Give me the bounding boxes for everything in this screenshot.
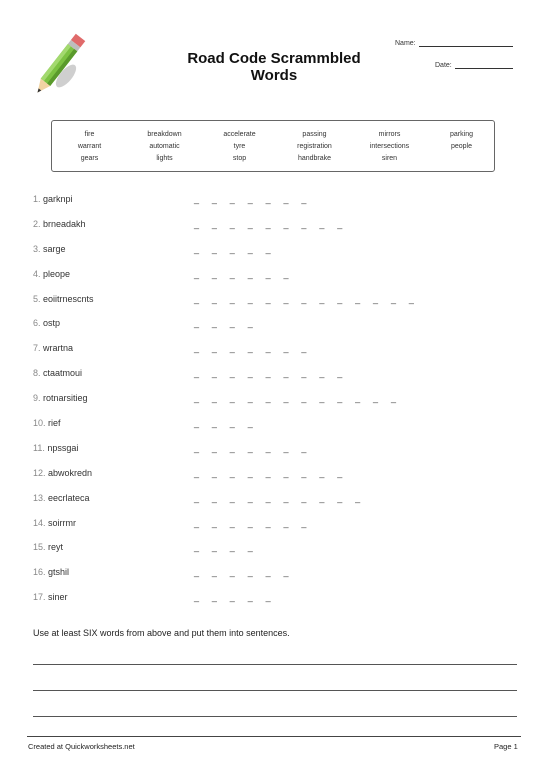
question-row: [33, 443, 503, 468]
question-list: [33, 194, 503, 617]
question-number: 16.: [33, 567, 46, 578]
scrambled-word: soirrmr: [48, 517, 77, 528]
answer-blanks[interactable]: _ _ _ _: [194, 418, 258, 429]
answer-line[interactable]: [33, 690, 517, 691]
word-bank-item: accelerate: [223, 131, 256, 138]
question-label: [33, 244, 66, 254]
question-number: 5.: [33, 293, 41, 304]
worksheet-title: [150, 50, 398, 84]
scrambled-word: sarge: [43, 243, 66, 254]
question-label: [33, 294, 94, 304]
word-bank-item: intersections: [369, 143, 410, 150]
question-label: [33, 493, 90, 503]
question-number: 17.: [33, 592, 46, 603]
page-number: Page 1: [494, 742, 518, 751]
scrambled-word: brneadakh: [43, 218, 86, 229]
word-bank-item: gears: [80, 155, 99, 162]
question-number: 7.: [33, 343, 41, 354]
scrambled-word: abwokredn: [48, 467, 93, 478]
scrambled-word: rotnarsitieg: [43, 393, 88, 404]
answer-blanks[interactable]: _ _ _ _ _ _: [194, 567, 294, 578]
question-number: 15.: [33, 542, 46, 553]
name-line[interactable]: [419, 38, 513, 47]
question-label: [33, 567, 69, 577]
question-row: [33, 294, 503, 319]
question-number: 9.: [33, 393, 41, 404]
question-label: [33, 219, 86, 229]
question-label: [33, 343, 73, 353]
question-row: [33, 418, 503, 443]
question-number: 3.: [33, 243, 41, 254]
answer-blanks[interactable]: _ _ _ _ _ _ _ _ _ _: [194, 492, 366, 503]
question-row: [33, 592, 503, 617]
scrambled-word: pleope: [43, 268, 71, 279]
question-row: [33, 368, 503, 393]
word-bank-item: automatic: [149, 143, 180, 150]
word-bank-item: passing: [302, 131, 327, 138]
scrambled-word: eecrlateca: [48, 492, 90, 503]
word-bank-item: registration: [297, 143, 332, 150]
date-line[interactable]: [455, 60, 513, 69]
question-number: 6.: [33, 318, 41, 329]
question-label: [33, 468, 92, 478]
answer-blanks[interactable]: _ _ _ _ _ _ _: [194, 194, 312, 204]
question-label: [33, 194, 73, 204]
word-bank-item: lights: [156, 155, 173, 162]
date-label: Date:: [435, 62, 452, 69]
date-field[interactable]: [435, 60, 513, 69]
answer-blanks[interactable]: _ _ _ _ _ _ _: [194, 343, 312, 354]
word-bank-item: stop: [232, 155, 247, 162]
word-bank-item: mirrors: [378, 131, 401, 138]
answer-blanks[interactable]: _ _ _ _: [194, 318, 258, 329]
question-row: [33, 567, 503, 592]
answer-blanks[interactable]: _ _ _ _ _ _ _: [194, 517, 312, 528]
answer-blanks[interactable]: _ _ _ _ _ _: [194, 268, 294, 279]
answer-blanks[interactable]: _ _ _ _ _: [194, 592, 276, 603]
answer-blanks[interactable]: _ _ _ _ _: [194, 243, 276, 254]
answer-blanks[interactable]: _ _ _ _: [194, 542, 258, 553]
scrambled-word: siner: [48, 592, 68, 603]
question-label: [33, 542, 63, 552]
word-bank-item: tyre: [233, 143, 246, 150]
name-label: Name:: [395, 40, 416, 47]
word-bank-item: breakdown: [147, 131, 182, 138]
question-row: [33, 393, 503, 418]
scrambled-word: ctaatmoui: [43, 368, 83, 379]
answer-line[interactable]: [33, 716, 517, 717]
footer-divider: [27, 736, 521, 737]
question-label: [33, 318, 60, 328]
question-number: 11.: [33, 442, 45, 453]
question-row: [33, 542, 503, 567]
answer-blanks[interactable]: _ _ _ _ _ _ _ _ _: [194, 467, 348, 478]
question-row: [33, 343, 503, 368]
question-number: 8.: [33, 368, 41, 379]
question-number: 1.: [33, 194, 41, 204]
word-bank-item: parking: [450, 131, 473, 138]
word-bank-item: people: [450, 143, 473, 150]
word-bank-item: fire: [84, 131, 95, 138]
answer-blanks[interactable]: _ _ _ _ _ _ _ _ _ _ _ _: [194, 393, 402, 404]
question-row: [33, 194, 503, 219]
scrambled-word: ostp: [43, 318, 61, 329]
question-row: [33, 493, 503, 518]
answer-blanks[interactable]: _ _ _ _ _ _ _ _ _ _ _ _ _: [194, 293, 420, 304]
word-bank-item: handbrake: [297, 155, 332, 162]
pencil-icon: [28, 28, 90, 102]
scrambled-word: garknpi: [43, 194, 73, 204]
question-label: [33, 592, 68, 602]
instructions-text: Use at least SIX words from above and put them into sentences.: [33, 628, 290, 638]
question-label: [33, 518, 76, 528]
scrambled-word: npssgai: [47, 442, 79, 453]
question-label: [33, 418, 61, 428]
footer-credit: Created at Quickworksheets.net: [28, 742, 135, 751]
scrambled-word: eoiitrnescnts: [43, 293, 94, 304]
question-number: 4.: [33, 268, 41, 279]
question-row: [33, 219, 503, 244]
scrambled-word: rief: [48, 418, 61, 429]
question-row: [33, 468, 503, 493]
title-line-2: Words: [250, 67, 298, 84]
question-label: [33, 368, 82, 378]
scrambled-word: gtshil: [48, 567, 70, 578]
question-number: 2.: [33, 218, 41, 229]
name-field[interactable]: [395, 38, 513, 47]
question-number: 12.: [33, 467, 46, 478]
question-number: 14.: [33, 517, 46, 528]
question-row: [33, 518, 503, 543]
question-number: 10.: [33, 418, 46, 429]
answer-blanks[interactable]: _ _ _ _ _ _ _ _ _: [194, 218, 348, 229]
word-bank-item: siren: [381, 155, 398, 162]
question-label: [33, 269, 70, 279]
answer-line[interactable]: [33, 664, 517, 665]
question-row: [33, 244, 503, 269]
answer-blanks[interactable]: _ _ _ _ _ _ _ _ _: [194, 368, 348, 379]
question-label: [33, 443, 78, 453]
answer-blanks[interactable]: _ _ _ _ _ _ _: [194, 442, 312, 453]
word-bank-item: warrant: [77, 143, 102, 150]
scrambled-word: wrartna: [43, 343, 74, 354]
word-bank-grid: [52, 129, 494, 164]
word-bank: [51, 120, 495, 172]
question-row: [33, 318, 503, 343]
title-line-1: Road Code Scrammbled: [187, 50, 361, 67]
scrambled-word: reyt: [48, 542, 64, 553]
question-label: [33, 393, 88, 403]
question-number: 13.: [33, 492, 46, 503]
question-row: [33, 269, 503, 294]
